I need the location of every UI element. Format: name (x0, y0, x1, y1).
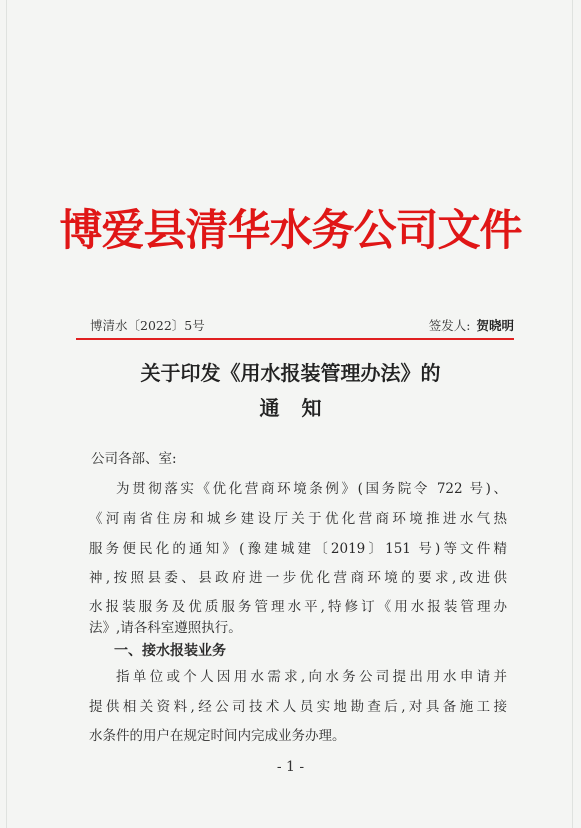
salutation: 公司各部、室: (91, 451, 177, 467)
red-divider-rule (76, 338, 514, 340)
section-heading: 一、接水报装业务 (114, 643, 226, 659)
subject-line-2: 通知 (259, 396, 344, 420)
paragraph-1-line: 服务便民化的通知》(豫建城建〔2019〕151 号)等文件精 (89, 541, 507, 557)
document-title: 博爱县清华水务公司文件 (59, 206, 522, 256)
paragraph-2-line: 提供相关资料,经公司技术人员实地勘查后,对具备施工接 (89, 699, 507, 715)
reference-row (90, 316, 514, 336)
page-number: - 1 - (276, 759, 305, 775)
paragraph-1-line: 为贯彻落实《优化营商环境条例》(国务院令 722 号)、 (116, 481, 507, 497)
paragraph-1-line: 水报装服务及优质服务管理水平,特修订《用水报装管理办 (89, 599, 507, 615)
paragraph-1-line: 神,按照县委、县政府进一步优化营商环境的要求,改进供 (89, 570, 507, 586)
paragraph-2-line: 水条件的用户在规定时间内完成业务办理。 (89, 728, 346, 744)
paragraph-1-line: 《河南省住房和城乡建设厅关于优化营商环境推进水气热 (89, 511, 507, 527)
signer (429, 316, 514, 336)
paragraph-2-line: 指单位或个人因用水需求,向水务公司提出用水申请并 (116, 669, 507, 685)
signer-name: 贺晓明 (476, 318, 514, 333)
paragraph-1-line: 法》,请各科室遵照执行。 (89, 620, 242, 636)
document-number: 博清水〔2022〕5号 (90, 318, 205, 333)
signer-label: 签发人: (428, 318, 471, 333)
subject-line-1: 关于印发《用水报装管理办法》的 (140, 361, 441, 385)
